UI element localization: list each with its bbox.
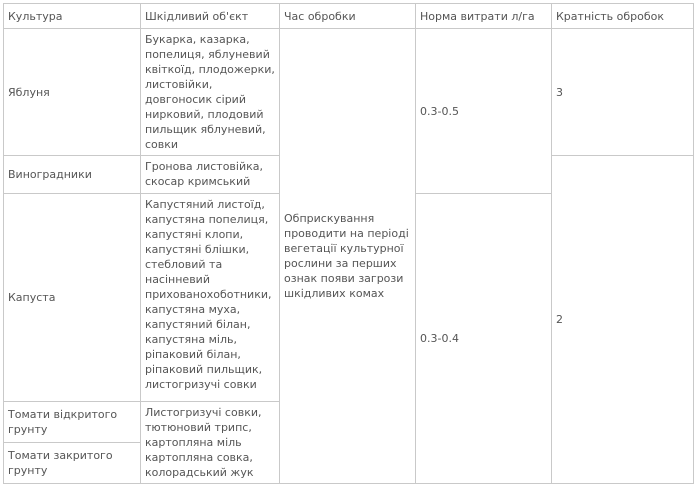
header-row [4,4,694,29]
header-pest: Шкідливий об'єкт [141,4,280,29]
rate-cell: 0.3-0.5 [416,29,552,194]
treatment-table [3,3,694,484]
header-count: Кратність обробок [552,4,694,29]
pest-cell: Букарка, казарка, попелиця, яблуневий квіткоїд, плодожерки, листовійки, довгоносик сірий нирковий, плодовий пильщик яблуневий, совки [141,29,280,156]
header-culture: Культура [4,4,141,29]
pest-cell: Листогризучі совки, тютюновий трипс, картопляна міль картопляна совка, колорадський жук [141,402,280,484]
culture-cell: Яблуня [4,29,141,156]
culture-cell: Томати відкритого грунту [4,402,141,443]
pest-cell: Капустяний листоїд, капустяна попелиця, капустяні клопи, капустяні блішки, стебловий та насінневий прихованохоботники, капустяна муха, капустяний білан, капустяна міль, ріпаковий білан, ріпаковий пильщик, листогризучі совки [141,194,280,402]
header-time: Час обробки [280,4,416,29]
pest-cell: Гронова листовійка, скосар кримський [141,156,280,194]
count-cell: 2 [552,156,694,484]
culture-cell: Томати закритого грунту [4,443,141,484]
time-cell: Обприскування проводити на періоді вегетації культурної рослини за перших ознак появи загрози шкідливих комах [280,29,416,484]
header-rate: Норма витрати л/га [416,4,552,29]
table-row [4,29,694,156]
rate-cell: 0.3-0.4 [416,194,552,484]
culture-cell: Виноградники [4,156,141,194]
culture-cell: Капуста [4,194,141,402]
count-cell: 3 [552,29,694,156]
